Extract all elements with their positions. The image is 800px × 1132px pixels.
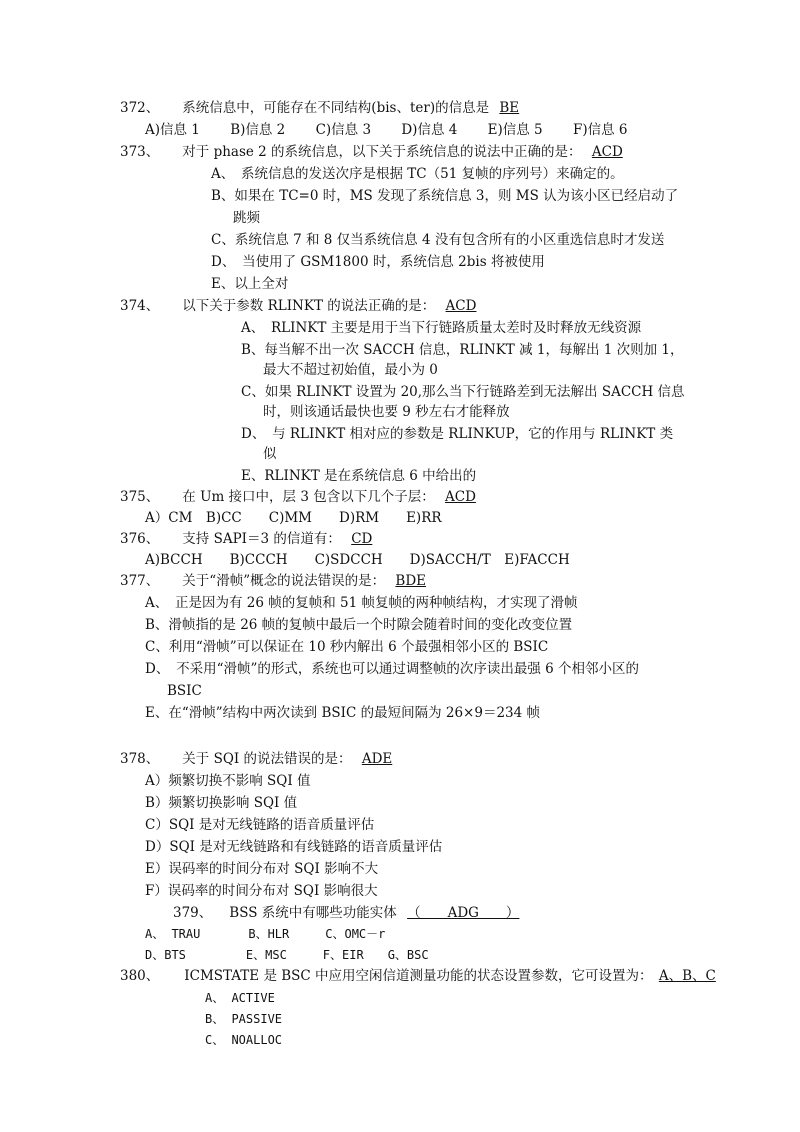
question-number: 380、: [120, 968, 160, 984]
option-c: C、如果 RLINKT 设置为 20,那么当下行链路差到无法解出 SACCH 信息: [241, 384, 685, 400]
option-b: B、如果在 TC=0 时，MS 发现了系统信息 3，则 MS 认为该小区已经启动了: [211, 188, 679, 204]
option-c: C、利用“滑帧”可以保证在 10 秒内解出 6 个最强相邻小区的 BSIC: [145, 639, 549, 655]
question-text: 系统信息中，可能存在不同结构(bis、ter)的信息是: [182, 100, 490, 116]
answer: ACD: [445, 298, 477, 314]
option-c: C、系统信息 7 和 8 仅当系统信息 4 没有包含所有的小区重选信息时才发送: [211, 232, 665, 248]
option-b-continued: 跳频: [233, 210, 260, 226]
question-379: [173, 903, 525, 923]
option: B)信息 2: [230, 122, 286, 138]
answer: ADE: [361, 751, 393, 767]
answer: A、B、C: [658, 968, 716, 984]
question-number: 374、: [120, 298, 160, 314]
question-372: [120, 98, 525, 118]
question-375: [120, 487, 482, 507]
question-number: 378、: [120, 751, 160, 767]
option-d: D）SQI 是对无线链路和有线链路的语音质量评估: [145, 839, 443, 855]
question-377: [120, 571, 432, 591]
options-372: [145, 120, 653, 140]
question-text: 以下关于参数 RLINKT 的说法正确的是：: [182, 298, 436, 314]
question-text: 在 Um 接口中，层 3 包含以下几个子层：: [182, 489, 435, 505]
option-a: A、 正是因为有 26 帧的复帧和 51 帧复帧的两种帧结构，才实现了滑帧: [145, 595, 578, 611]
question-text: BSS 系统中有哪些功能实体: [229, 905, 397, 921]
option: E)信息 5: [487, 122, 543, 138]
question-text: ICMSTATE 是 BSC 中应用空闲信道测量功能的状态设置参数，它可设置为：: [184, 968, 653, 984]
option: C)信息 3: [315, 122, 372, 138]
option: F)信息 6: [572, 122, 628, 138]
question-text: 支持 SAPI＝3 的信道有：: [182, 531, 341, 547]
question-number: 379、: [173, 905, 213, 921]
question-number: 372、: [120, 100, 160, 116]
option-c: C、 NOALLOC: [205, 1033, 283, 1047]
answer: BE: [499, 100, 520, 116]
question-number: 376、: [120, 531, 160, 547]
option-b: B、 PASSIVE: [205, 1012, 283, 1026]
option-c: C）SQI 是对无线链路的语音质量评估: [145, 817, 375, 833]
option-d: D、 与 RLINKT 相对应的参数是 RLINKUP，它的作用与 RLINKT 类: [241, 426, 674, 442]
question-number: 375、: [120, 489, 160, 505]
option-d-continued: 似: [263, 446, 277, 462]
option-a: A、 RLINKT 主要是用于当下行链路质量太差时及时释放无线资源: [241, 320, 642, 336]
options-379-row2: D、BTS E、MSC F、EIR G、BSC: [145, 948, 429, 962]
question-378: [120, 749, 398, 769]
option-e: E）误码率的时间分布对 SQI 影响不大: [145, 861, 379, 877]
answer: （ ADG ）: [407, 905, 520, 921]
option-a: A、 ACTIVE: [205, 991, 275, 1005]
answer: BDE: [395, 573, 427, 589]
answer: ACD: [445, 489, 476, 505]
question-376: [120, 529, 378, 549]
question-380: [120, 966, 718, 986]
option-a: A、 系统信息的发送次序是根据 TC（51 复帧的序列号）来确定的。: [211, 166, 624, 182]
options-375: A）CM B)CC C)MM D)RM E)RR: [145, 510, 442, 526]
question-text: 关于“滑帧”概念的说法错误的是：: [182, 573, 386, 589]
option-e: E、RLINKT 是在系统信息 6 中给出的: [241, 468, 477, 484]
question-text: 对于 phase 2 的系统信息，以下关于系统信息的说法中正确的是：: [182, 144, 582, 160]
options-376: A)BCCH B)CCCH C)SDCCH D)SACCH/T E)FACCH: [145, 552, 570, 568]
option-b: B、每当解不出一次 SACCH 信息，RLINKT 减 1，每解出 1 次则加 1，: [241, 342, 684, 358]
question-number: 373、: [120, 144, 160, 160]
option-c-continued: 时，则该通话最快也要 9 秒左右才能释放: [263, 404, 510, 420]
option-d-continued: BSIC: [167, 683, 202, 699]
option-a: A）频繁切换不影响 SQI 值: [145, 773, 311, 789]
option-e: E、以上全对: [211, 276, 289, 292]
question-text: 关于 SQI 的说法错误的是：: [182, 751, 352, 767]
question-374: [120, 296, 482, 316]
option-d: D、 不采用“滑帧”的形式，系统也可以通过调整帧的次序读出最强 6 个相邻小区的: [145, 661, 640, 677]
question-373: [120, 142, 629, 162]
option-b: B、滑帧指的是 26 帧的复帧中最后一个时隙会随着时间的变化改变位置: [145, 617, 573, 633]
option: D)信息 4: [401, 122, 458, 138]
answer: ACD: [591, 144, 623, 160]
option-b: B）频繁切换影响 SQI 值: [145, 795, 298, 811]
option-b-continued: 最大不超过初始值，最小为 0: [263, 362, 438, 378]
answer: CD: [351, 531, 373, 547]
options-379-row1: A、 TRAU B、HLR C、OMC－r: [145, 927, 386, 941]
option: A)信息 1: [145, 122, 200, 138]
option-d: D、 当使用了 GSM1800 时，系统信息 2bis 将被使用: [211, 254, 545, 270]
question-number: 377、: [120, 573, 160, 589]
option-f: F）误码率的时间分布对 SQI 影响很大: [145, 883, 378, 899]
option-e: E、在“滑帧”结构中两次读到 BSIC 的最短间隔为 26×9＝234 帧: [145, 705, 540, 721]
